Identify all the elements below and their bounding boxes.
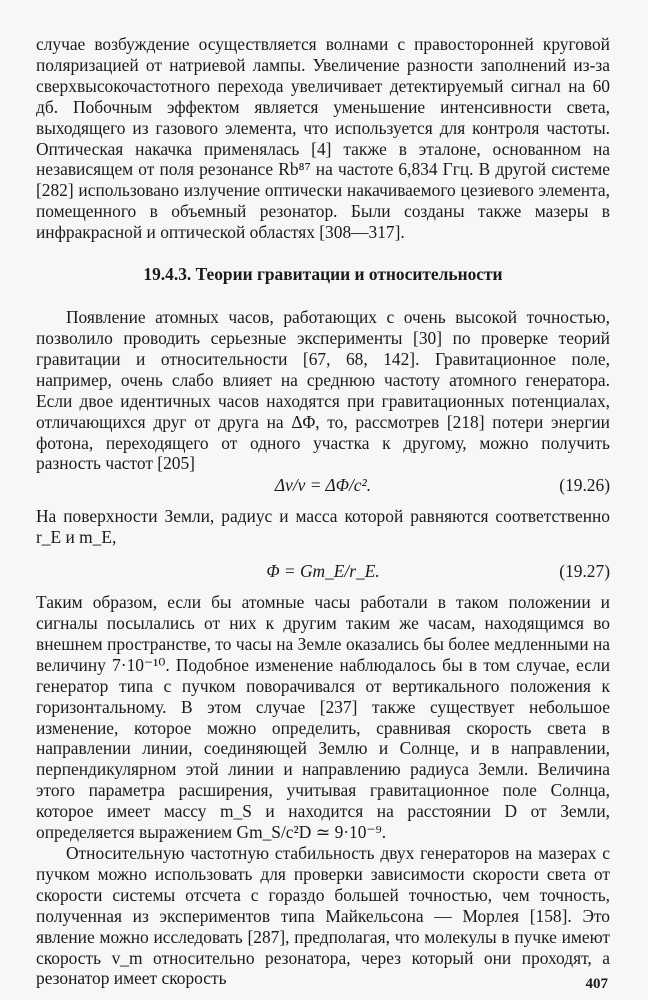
paragraph-4: Таким образом, если бы атомные часы работали в таком положении и сигналы посылались от них к другим таким же часам, находящимся во внешнем пространстве, то часы на Земле оказались бы более медленными на величину 7·10⁻¹⁰. Подобное изменение наблюдалось бы в том случае, если генератор типа с пучком поворачивался от вертикального положения к горизонтальному. В этом случае [237] также существует небольшое изменение, которое можно определить, сравнивая скорость света в направлении линии, соединяющей Землю и Солнце, и в направлении, перпендикулярном этой линии и направлению радиуса Земли. Величина этого параметра расширения, учитывая гравитационное поле Солнца, которое имеет массу m_S и находится на расстоянии D от Земли, определяется выражением Gm_S/c²D ≃ 9·10⁻⁹. — [36, 592, 610, 843]
formula-expression: Δν/ν = ΔΦ/c². — [274, 475, 372, 496]
paragraph-2: Появление атомных часов, работающих с очень высокой точностью, позволило проводить серьезные эксперименты [30] по проверке теорий гравитации и относительности [67, 68, 142]. Гравитационное поле, например, очень слабо влияет на среднюю частоту атомного генератора. Если двое идентичных часов находятся при гравитационных потенциалах, отличающихся друг от друга на ΔΦ, то, рассмотрев [218] потери энергии фотона, переходящего от одного участка к другому, можно получить разность частот [205] — [36, 307, 610, 474]
paragraph-5: Относительную частотную стабильность двух генераторов на мазерах с пучком можно использовать для проверки зависимости скорости света от скорости системы отсчета с гораздо большей точностью, чем точность, полученная из экспериментов типа Майкельсона — Морлея [158]. Это явление можно исследовать [287], предполагая, что молекулы в пучке имеют скорость v_m относительно резонатора, через который они проходят, а резонатор имеет скорость — [36, 843, 610, 989]
formula-number: (19.27) — [559, 561, 610, 582]
page-number: 407 — [585, 976, 608, 992]
formula-19-27 — [36, 560, 610, 582]
formula-number: (19.26) — [559, 475, 610, 496]
formula-19-26 — [36, 474, 610, 496]
paragraph-1: случае возбуждение осуществляется волнами с правосторонней круговой поляризацией от натриевой лампы. Увеличение разности заполнений из-за сверхвысокочастотного перехода увеличивает детектируемый сигнал на 60 дб. Побочным эффектом является уменьшение интенсивности света, выходящего из газового элемента, что используется для контроля частоты. Оптическая накачка применялась [4] также в эталоне, основанном на независящем от поля резонансе Rb⁸⁷ на частоте 6,834 Ггц. В другой системе [282] использовано излучение оптически накачиваемого цезиевого элемента, помещенного в объемный резонатор. Были созданы также мазеры в инфракрасной и оптической областях [308—317]. — [36, 34, 610, 243]
section-heading: 19.4.3. Теории гравитации и относительности — [143, 264, 503, 285]
formula-expression: Φ = Gm_E/r_E. — [266, 561, 380, 582]
page-body — [36, 34, 610, 989]
paragraph-3: На поверхности Земли, радиус и масса которой равняются соответственно r_E и m_E, — [36, 506, 610, 548]
